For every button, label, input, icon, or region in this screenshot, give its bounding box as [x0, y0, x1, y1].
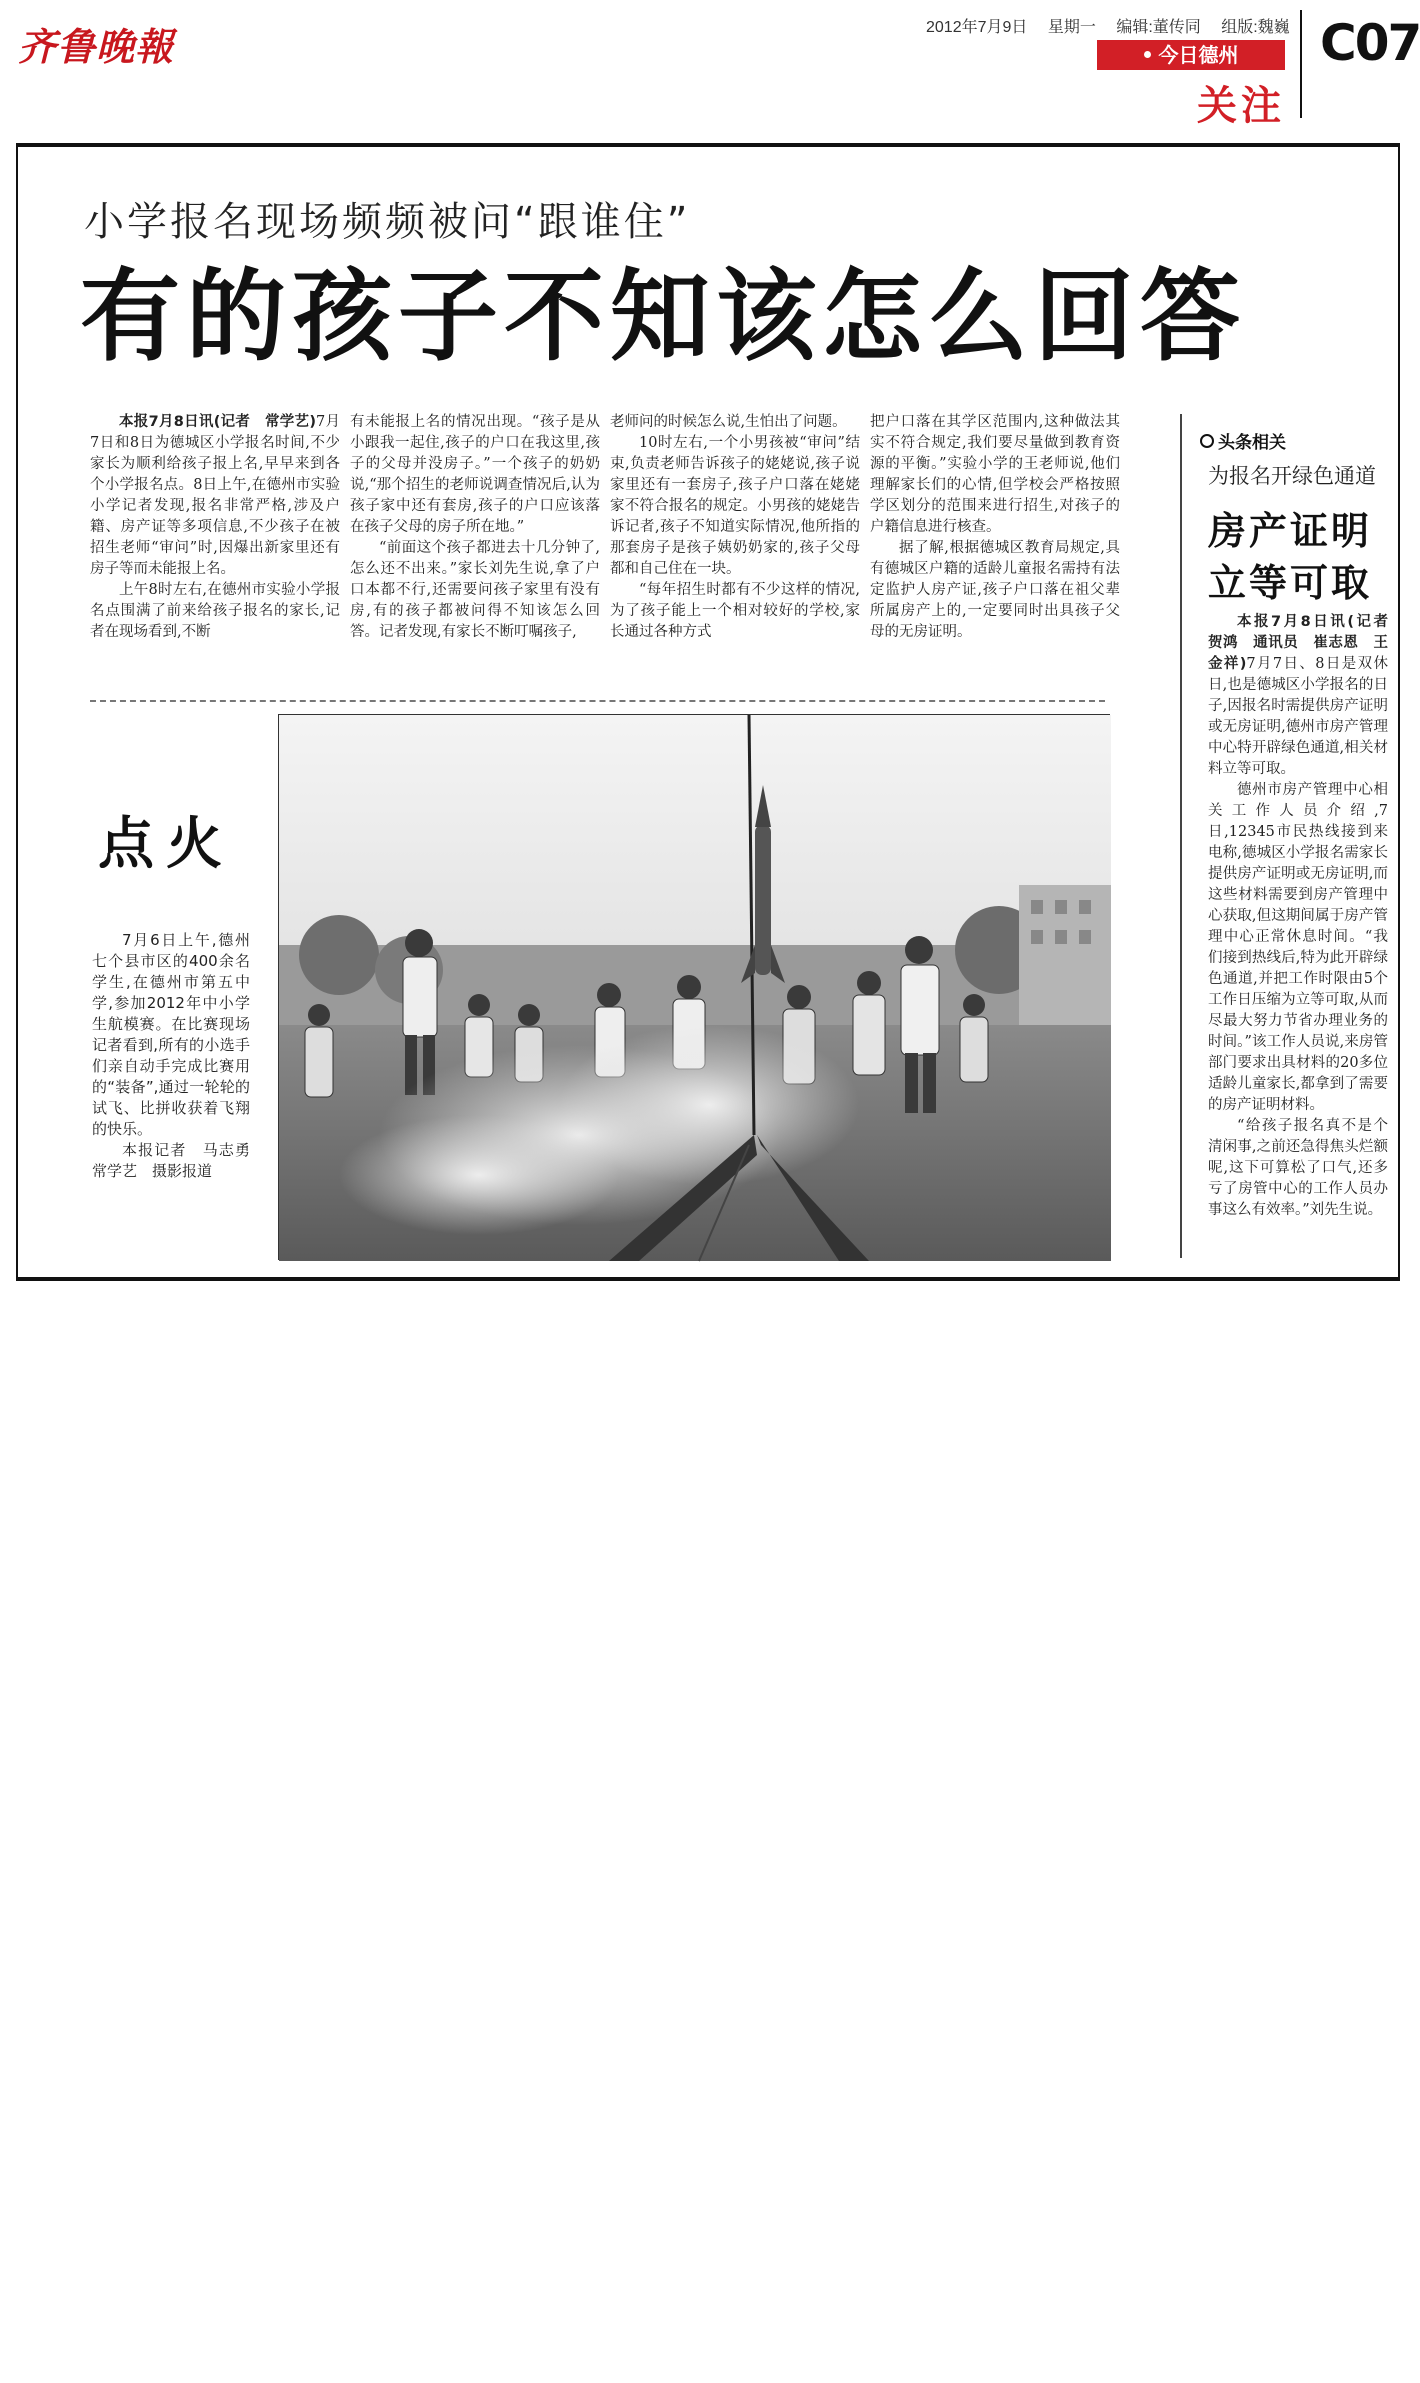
paragraph: 德州市房产管理中心相关工作人员介绍,7日,12345市民热线接到来电称,德城区小学报名需家长提供房产证明或无房证明,而这些材料需要到房产管理中心获取,但这期间属于房产管理中心正常休息时间。“我们接到热线后,特为此开辟绿色通道,并把工作时限由5个工作日压缩为立等可取,从而尽最大努力节省办理业务的时间。”该工作人员说,来房管部门要求出具材料的20多位适龄儿童家长,都拿到了需要的房产证明材料。	[1208, 782, 1388, 1113]
paragraph: “前面这个孩子都进去十几分钟了,怎么还不出来。”家长刘先生说,拿了户口本都不行,还需要问孩子家里有没有房,有的孩子都被问得不知该怎么回答。记者发现,有家长不断叮嘱孩子,	[350, 540, 600, 640]
paragraph: “给孩子报名真不是个清闲事,之前还急得焦头烂额呢,这下可算松了口气,还多亏了房管中心的工作人员办事这么有效率。”刘先生说。	[1208, 1118, 1388, 1218]
sidebar-subtitle: 为报名开绿色通道	[1208, 464, 1376, 488]
paragraph: 上午8时左右,在德州市实验小学报名点围满了前来给孩子报名的家长,记者在现场看到,不断	[90, 582, 340, 640]
sidebar-headline-line2: 立等可取	[1208, 561, 1373, 605]
paragraph: 7月7日和8日为德城区小学报名时间,不少家长为顺利给孩子报上名,早早来到各个小学报名点。8日上午,在德州市实验小学记者发现,报名非常严格,涉及户籍、房产证等多项信息,不少孩子在被招生老师“审问”时,因爆出新家里还有房子等而未能报上名。	[90, 414, 340, 577]
issue-weekday: 星期一	[1047, 19, 1096, 36]
paragraph: 10时左右,一个小男孩被“审问”结束,负责老师告诉孩子的姥姥说,孩子说家里还有一套房子,孩子户口落在姥姥家不符合报名的规定。小男孩的姥姥告诉记者,孩子不知道实际情况,他所指的那套房子是孩子姨奶奶家的,孩子父母都和自己住在一块。	[610, 435, 860, 577]
column-divider	[90, 700, 1105, 702]
article-headline: 有的孩子不知该怎么回答	[80, 258, 1246, 375]
photo-title: 点火	[98, 812, 234, 877]
sidebar-headline-line1: 房产证明	[1208, 509, 1373, 553]
circle-bullet-icon	[1200, 434, 1214, 448]
paragraph: 老师问的时候怎么说,生怕出了问题。	[610, 414, 847, 430]
photo-caption	[92, 930, 266, 1182]
paragraph: 7月7日、8日是双休日,也是德城区小学报名的日子,因报名时需提供房产证明或无房证明,德州市房产管理中心特开辟绿色通道,相关材料立等可取。	[1208, 656, 1388, 777]
newspaper-logo: 齐鲁晚報	[18, 24, 175, 69]
photo-credit: 本报记者 马志勇 常学艺 摄影报道	[92, 1141, 266, 1180]
issue-date: 2012年7月9日	[926, 19, 1028, 36]
article-column-2	[350, 412, 600, 692]
designer-credit: 组版:魏巍	[1221, 19, 1290, 36]
page-number: C07	[1320, 14, 1420, 72]
dateline: 本报7月8日讯(记者 贺鸿 通讯员 崔志恩 王金祥)	[1208, 614, 1403, 672]
sidebar-tag-label: 头条相关	[1218, 433, 1286, 453]
masthead-divider	[1300, 10, 1302, 118]
editor-credit: 编辑:董传同	[1116, 19, 1201, 36]
sidebar-rule	[1180, 414, 1182, 1258]
issue-meta	[926, 14, 1306, 37]
paragraph: “每年招生时都有不少这样的情况,为了孩子能上一个相对较好的学校,家长通过各种方式	[610, 582, 860, 640]
sidebar-tag	[1200, 428, 1286, 453]
dateline: 本报7月8日讯(记者 常学艺)	[119, 414, 316, 430]
caption-text: 7月6日上午,德州七个县市区的400余名学生,在德州市第五中学,参加2012年中小学生航模赛。在比赛现场记者看到,所有的小选手们亲自动手完成比赛用的“装备”,通过一轮轮的试飞、比拼收获着飞翔的快乐。	[92, 931, 250, 1138]
section-tag	[1097, 40, 1285, 70]
rocket-launch-photo	[278, 714, 1110, 1260]
rocket-launch-image	[279, 715, 1111, 1261]
paragraph: 据了解,根据德城区教育局规定,具有德城区户籍的适龄儿童报名需持有法定监护人房产证,孩子户口落在祖父辈所属房产上的,一定要同时出具孩子父母的无房证明。	[870, 540, 1120, 640]
section-name: 关注	[1197, 83, 1285, 129]
bullet-dot-icon	[1144, 51, 1151, 58]
article-column-4	[870, 412, 1120, 692]
sidebar-body	[1208, 612, 1403, 1262]
paragraph: 有未能报上名的情况出现。“孩子是从小跟我一起住,孩子的户口在我这里,孩子的父母并没房子。”一个孩子的奶奶说,“那个招生的老师说调查情况后,认为孩子家中还有套房,孩子的户口应该落在孩子父母的房子所在地。”	[350, 414, 600, 535]
article-column-1	[90, 412, 340, 692]
article-kicker: 小学报名现场频频被问“跟谁住”	[84, 199, 691, 245]
paragraph: 把户口落在其学区范围内,这种做法其实不符合规定,我们要尽量做到教育资源的平衡。”实验小学的王老师说,他们理解家长们的心情,但学校会严格按照学区划分的范围来进行招生,对孩子的户籍信息进行核查。	[870, 414, 1120, 535]
article-column-3	[610, 412, 860, 692]
section-tag-label: 今日德州	[1158, 43, 1239, 67]
